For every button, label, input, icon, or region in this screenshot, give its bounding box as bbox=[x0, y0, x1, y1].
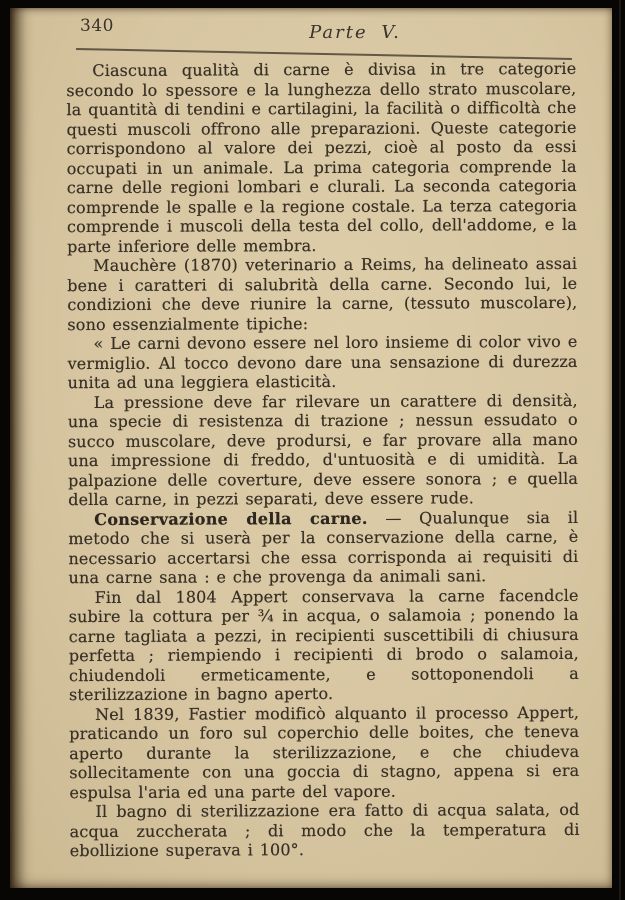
paragraph bbox=[66, 59, 577, 256]
paragraph-text: Ciascuna qualità di carne è divisa in tre categorie secondo lo spessore e la lunghezza dello strato muscolare, la quantità di tendini e cartilagini, la facilità o difficoltà che questi muscoli offrono alle preparazioni. Queste categorie corrispondono al valore dei pezzi, cioè al posto da essi occupati in un animale. La prima categoria comprende la carne delle regioni lombari e clurali. La seconda categoria comprende le spalle e la regione costale. La terza categoria comprende i muscoli della testa del collo, dell'addome, e la parte inferiore delle membra. bbox=[66, 58, 578, 256]
paragraph-text: Fin dal 1804 Appert conservava la carne facendcle subire la cottura per ³⁄₄ in acqua, o salamoia ; ponendo la carne tagliata a pezzi, in recipienti suscettibili di chiusura perfetta ; riempiendo i recipienti di brodo o salamoia, chiudendoli ermeticamente, e sottoponendoli a sterilizzazione in bagno aperto. bbox=[68, 585, 579, 705]
paragraph bbox=[69, 585, 580, 704]
paragraph bbox=[67, 332, 577, 393]
paragraph bbox=[68, 507, 578, 587]
paragraph bbox=[69, 800, 579, 861]
paragraph-text: « Le carni devono essere nel loro insieme di color vivo e vermiglio. Al tocco devono dare una sensazione di durezza unita ad una leggiera elasticità. bbox=[67, 331, 578, 393]
running-header-title: Parte V. bbox=[309, 22, 401, 43]
paragraph-text: Mauchère (1870) veterinario a Reims, ha delineato assai bene i caratteri di salubrità della carne. Secondo lui, le condizioni che deve riunire la carne, (tessuto muscolare), sono essenzialmente tipiche: bbox=[67, 253, 578, 334]
paragraph-text: Il bagno di sterilizzazione era fatto di acqua salata, od acqua zuccherata ; di modo che la temperatura di ebollizione superava i 100°. bbox=[69, 799, 580, 861]
text-column bbox=[66, 59, 579, 861]
book-page bbox=[10, 8, 612, 888]
paragraph-text: Nel 1839, Fastier modificò alquanto il processo Appert, praticando un foro sul coperchio delle boites, che teneva aperto durante la sterilizzazione, e che chiudeva sollecitamente con una goccia di stagno, appena si era espulsa l'aria ed una parte del vapore. bbox=[69, 702, 580, 802]
paragraph-text: — Qualunque sia il metodo che si userà per la conservazione della carne, è necessario accertarsi che essa corrisponda ai requisiti di una carne sana : e che provenga da animali sani. bbox=[68, 507, 579, 588]
paragraph-text: La pressione deve far rilevare un carattere di densità, una specie di resistenza di trazione ; nessun essudato o succo muscolare, deve prodursi, e far provare alla mano una impressione di freddo, d'untuosità e di umidità. La palpazione delle coverture, deve essere sonora ; e quella della carne, in pezzi separati, deve essere rude. bbox=[67, 390, 579, 510]
paragraph bbox=[67, 254, 577, 334]
paragraph bbox=[69, 702, 579, 802]
page-number: 340 bbox=[80, 16, 114, 36]
running-header bbox=[10, 8, 612, 64]
header-rule bbox=[76, 48, 572, 60]
paragraph bbox=[68, 390, 579, 509]
section-heading-inline: Conservazione della carne. bbox=[94, 508, 368, 529]
